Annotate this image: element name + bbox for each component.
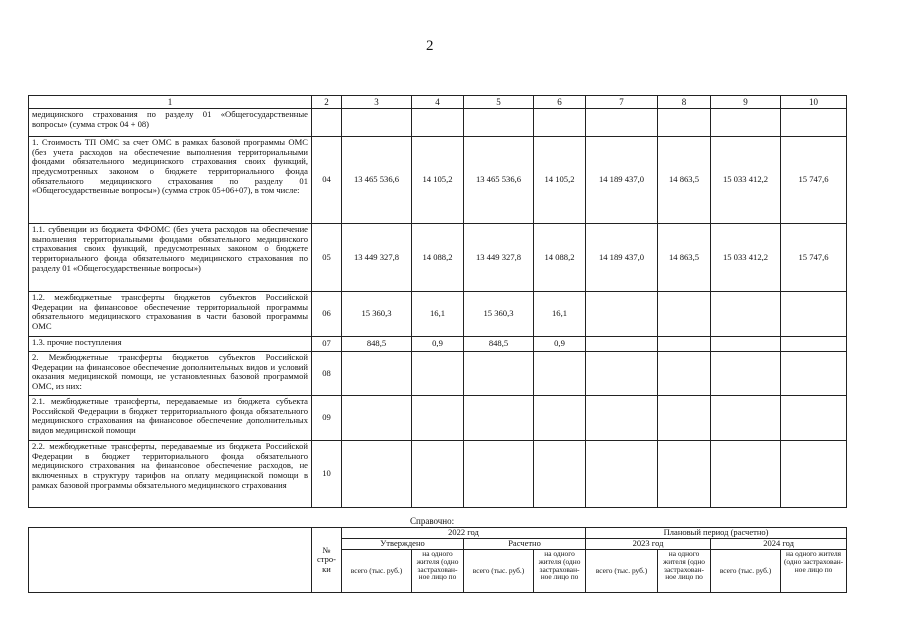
value-cell	[711, 109, 781, 137]
value-cell: 13 449 327,8	[342, 224, 412, 292]
planned-period-header: Плановый период (расчетно)	[586, 528, 847, 539]
total-header: всего (тыс. руб.)	[586, 550, 658, 593]
value-cell	[781, 109, 847, 137]
table-row	[29, 441, 847, 508]
ref-blank-cell	[29, 528, 312, 593]
financing-table	[28, 95, 847, 508]
total-header: всего (тыс. руб.)	[464, 550, 534, 593]
row-description: 1.1. субвенции из бюджета ФФОМС (без учета расходов на обеспечение выполнения территориальными фондами обязательного медицинского страхования своих функций, предусмотренных законом о бюджете территориального фонда обязательного медицинского страхования по разделу 01 «Общегосударственные вопросы»)	[29, 224, 312, 292]
value-cell: 14 189 437,0	[586, 137, 658, 224]
row-code: 10	[312, 441, 342, 508]
column-number-cell: 9	[711, 96, 781, 109]
value-cell	[711, 396, 781, 441]
value-cell: 14 088,2	[534, 224, 586, 292]
value-cell	[412, 352, 464, 396]
column-number-cell: 8	[658, 96, 711, 109]
row-description: 2.1. межбюджетные трансферты, передаваемые из бюджета субъекта Российской Федерации в бюджет территориального фонда обязательного медицинского страхования на финансовое обеспечение дополнительных видов медицинской помощи	[29, 396, 312, 441]
value-cell	[586, 396, 658, 441]
row-description: 1.2. межбюджетные трансферты бюджетов субъектов Российской Федерации на финансовое обеспечение территориальной программы обязательного медицинского страхования в части базовой программы ОМС	[29, 292, 312, 337]
reference-title: Справочно:	[410, 516, 455, 526]
value-cell	[658, 352, 711, 396]
value-cell	[586, 109, 658, 137]
value-cell	[342, 441, 412, 508]
value-cell	[658, 396, 711, 441]
total-header: всего (тыс. руб.)	[342, 550, 412, 593]
value-cell: 14 863,5	[658, 224, 711, 292]
value-cell	[658, 337, 711, 352]
value-cell	[464, 109, 534, 137]
value-cell	[711, 441, 781, 508]
column-number-cell: 5	[464, 96, 534, 109]
value-cell	[781, 337, 847, 352]
value-cell	[781, 441, 847, 508]
value-cell: 15 747,6	[781, 137, 847, 224]
table-row	[29, 109, 847, 137]
reference-header-table	[28, 527, 847, 593]
year-2023-header: 2023 год	[586, 539, 711, 550]
column-number-cell: 2	[312, 96, 342, 109]
year-2022-header: 2022 год	[342, 528, 586, 539]
value-cell	[658, 441, 711, 508]
value-cell	[534, 396, 586, 441]
total-header: всего (тыс. руб.)	[711, 550, 781, 593]
table-row	[29, 352, 847, 396]
value-cell	[658, 109, 711, 137]
year-2024-header: 2024 год	[711, 539, 847, 550]
value-cell: 14 088,2	[412, 224, 464, 292]
value-cell	[586, 292, 658, 337]
row-number-header: № стро-ки	[312, 528, 342, 593]
per-person-header: на одного жителя (одно застрахован-ное лицо по	[781, 550, 847, 593]
value-cell: 16,1	[412, 292, 464, 337]
row-code: 08	[312, 352, 342, 396]
value-cell	[658, 292, 711, 337]
per-person-header: на одного жителя (одно застрахован-ное лицо по	[658, 550, 711, 593]
value-cell: 14 863,5	[658, 137, 711, 224]
value-cell: 0,9	[412, 337, 464, 352]
value-cell: 15 033 412,2	[711, 137, 781, 224]
value-cell: 16,1	[534, 292, 586, 337]
table-row	[29, 396, 847, 441]
calculated-header: Расчетно	[464, 539, 586, 550]
value-cell	[586, 441, 658, 508]
row-description: 2. Межбюджетные трансферты бюджетов субъектов Российской Федерации на финансовое обеспечение дополнительных видов и условий оказания медицинской помощи, не установленных базовой программой ОМС, из них:	[29, 352, 312, 396]
value-cell	[464, 352, 534, 396]
value-cell: 15 747,6	[781, 224, 847, 292]
value-cell	[464, 441, 534, 508]
per-person-header: на одного жителя (одно застрахован-ное лицо по	[534, 550, 586, 593]
value-cell: 15 360,3	[342, 292, 412, 337]
row-code	[312, 109, 342, 137]
value-cell: 13 449 327,8	[464, 224, 534, 292]
value-cell	[586, 352, 658, 396]
column-number-cell: 4	[412, 96, 464, 109]
column-number-cell: 6	[534, 96, 586, 109]
value-cell	[711, 292, 781, 337]
value-cell	[781, 292, 847, 337]
approved-header: Утверждено	[342, 539, 464, 550]
row-code: 07	[312, 337, 342, 352]
row-description: 1.3. прочие поступления	[29, 337, 312, 352]
value-cell: 848,5	[464, 337, 534, 352]
value-cell: 13 465 536,6	[464, 137, 534, 224]
value-cell: 848,5	[342, 337, 412, 352]
table-row	[29, 337, 847, 352]
value-cell: 14 105,2	[534, 137, 586, 224]
row-description: медицинского страхования по разделу 01 «Общегосударственные вопросы» (сумма строк 04 + 08)	[29, 109, 312, 137]
value-cell: 14 105,2	[412, 137, 464, 224]
value-cell	[342, 109, 412, 137]
column-number-cell: 1	[29, 96, 312, 109]
per-person-header: на одного жителя (одно застрахован-ное лицо по	[412, 550, 464, 593]
table-row	[29, 137, 847, 224]
value-cell	[534, 109, 586, 137]
row-code: 05	[312, 224, 342, 292]
value-cell	[412, 396, 464, 441]
page-number: 2	[426, 38, 434, 54]
value-cell	[534, 352, 586, 396]
value-cell	[412, 441, 464, 508]
value-cell: 15 360,3	[464, 292, 534, 337]
row-code: 06	[312, 292, 342, 337]
column-number-cell: 3	[342, 96, 412, 109]
value-cell	[464, 396, 534, 441]
column-number-cell: 7	[586, 96, 658, 109]
value-cell	[534, 441, 586, 508]
value-cell	[781, 352, 847, 396]
column-number-row	[29, 96, 847, 109]
table-row	[29, 224, 847, 292]
row-code: 04	[312, 137, 342, 224]
value-cell	[586, 337, 658, 352]
row-description: 1. Стоимость ТП ОМС за счет ОМС в рамках базовой программы ОМС (без учета расходов на обеспечение выполнения территориальными фондами обязательного медицинского страхования своих функций, предусмотренных законом о бюджете территориального фонда обязательного медицинского страхования по разделу 01 «Общегосударственные вопросы») (сумма строк 05+06+07), в том числе:	[29, 137, 312, 224]
value-cell	[342, 352, 412, 396]
value-cell	[781, 396, 847, 441]
value-cell: 14 189 437,0	[586, 224, 658, 292]
table-row	[29, 292, 847, 337]
value-cell: 0,9	[534, 337, 586, 352]
value-cell	[711, 337, 781, 352]
value-cell	[412, 109, 464, 137]
value-cell: 13 465 536,6	[342, 137, 412, 224]
row-description: 2.2. межбюджетные трансферты, передаваемые из бюджета Российской Федерации в бюджет территориального фонда обязательного медицинского страхования на финансовое обеспечение расходов, не включенных в структуру тарифов на оплату медицинской помощи в рамках базовой программы обязательного медицинского страхования	[29, 441, 312, 508]
value-cell: 15 033 412,2	[711, 224, 781, 292]
column-number-cell: 10	[781, 96, 847, 109]
value-cell	[342, 396, 412, 441]
value-cell	[711, 352, 781, 396]
row-code: 09	[312, 396, 342, 441]
